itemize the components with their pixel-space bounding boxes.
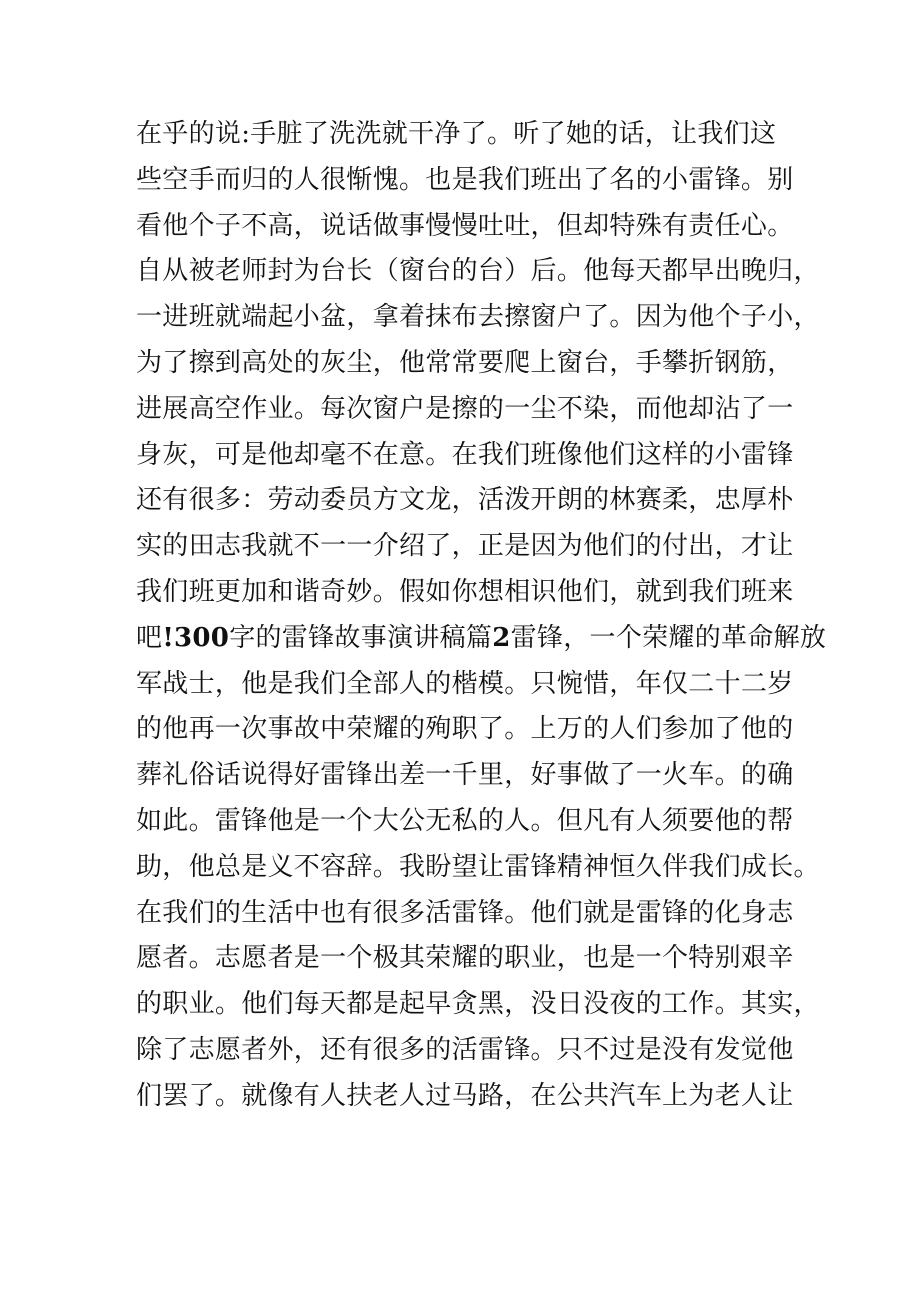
text-line: 如此。雷锋他是一个大公无私的人。但凡有人须要他的帮 [136,805,794,836]
body-text [136,112,827,1120]
text-line: 军战士，他是我们全部人的楷模。只惋惜，年仅二十二岁 [136,668,794,699]
text-line: 自从被老师封为台长（窗台的台）后。他每天都早出晚归， [136,256,820,287]
text-line: 葬礼俗话说得好雷锋出差一千里，好事做了一火车。的确 [136,760,794,791]
text-line: 为了擦到高处的灰尘，他常常要爬上窗台，手攀折钢筋， [136,347,794,378]
text-line: 除了志愿者外，还有很多的活雷锋。只不过是没有发觉他 [136,1034,794,1065]
text-fragment: 雷锋，一个荣耀的革命解放 [510,622,827,653]
text-line: 愿者。志愿者是一个极其荣耀的职业，也是一个特别艰辛 [136,943,794,974]
text-line: 的他再一次事故中荣耀的殉职了。上万的人们参加了他的 [136,714,794,745]
text-line: 实的田志我就不一一介绍了，正是因为他们的付出，才让 [136,531,794,562]
text-line-section-heading [136,616,827,662]
text-line: 进展高空作业。每次窗户是擦的一尘不染，而他却沾了一 [136,393,794,424]
text-line: 在我们的生活中也有很多活雷锋。他们就是雷锋的化身志 [136,897,794,928]
text-line: 们罢了。就像有人扶老人过马路，在公共汽车上为老人让 [136,1080,794,1111]
text-line: 一进班就端起小盆，拿着抹布去擦窗户了。因为他个子小， [136,302,820,333]
text-line: 还有很多：劳动委员方文龙，活泼开朗的林赛柔，忠厚朴 [136,485,794,516]
text-line: 身灰，可是他却毫不在意。在我们班像他们这样的小雷锋 [136,439,794,470]
text-fragment-bold: !300 [162,622,230,653]
text-line: 看他个子不高，说话做事慢慢吐吐，但却特殊有责任心。 [136,210,794,241]
text-fragment: 字的雷锋故事演讲稿篇 [229,622,493,653]
text-fragment-bold: 2 [492,622,511,653]
text-line: 的职业。他们每天都是起早贪黑，没日没夜的工作。其实， [136,989,820,1020]
text-fragment: 吧 [136,622,163,653]
text-line: 助，他总是义不容辞。我盼望让雷锋精神恒久伴我们成长。 [136,851,820,882]
text-line: 些空手而归的人很惭愧。也是我们班出了名的小雷锋。别 [136,164,794,195]
text-line: 在乎的说:手脏了洗洗就干净了。听了她的话，让我们这 [136,119,777,149]
text-line: 我们班更加和谐奇妙。假如你想相识他们，就到我们班来 [136,576,794,607]
